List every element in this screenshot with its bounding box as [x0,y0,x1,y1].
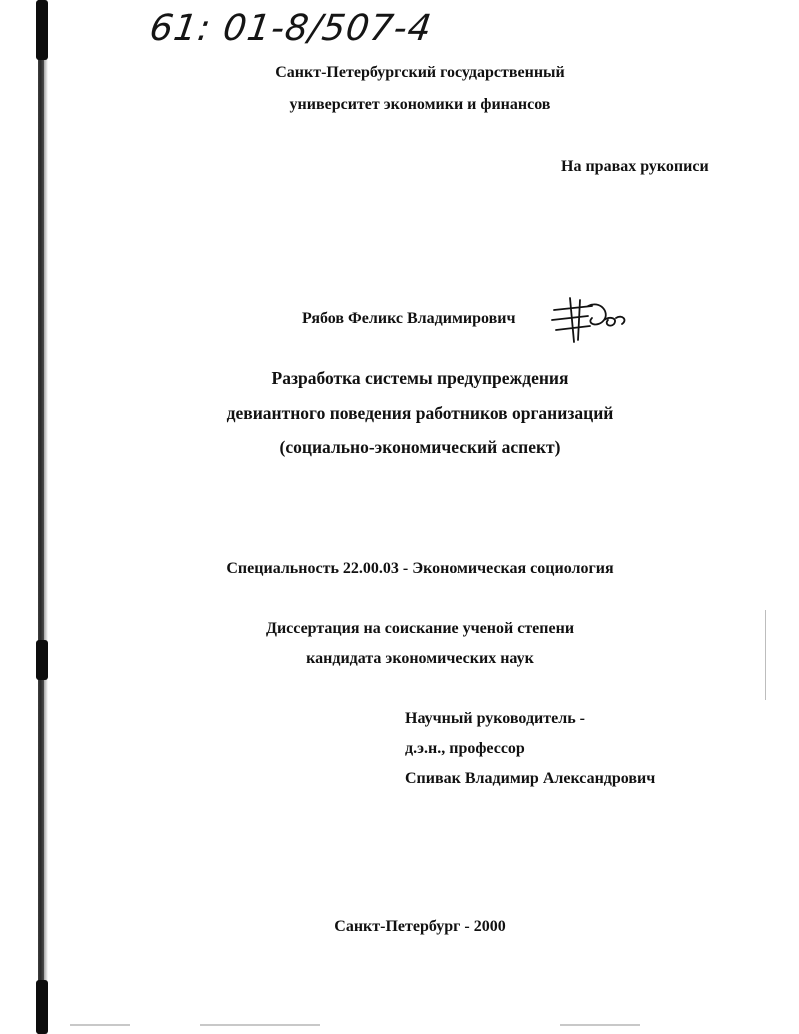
dissertation-title-line-3: (социально-экономический аспект) [279,437,561,457]
supervisor-degree: д.э.н., профессор [405,740,525,757]
manuscript-rights-note: На правах рукописи [561,158,709,175]
dissertation-title-line-2: девиантного поведения работников организаций [226,403,614,423]
scan-mark [560,1024,640,1026]
dissertation-title-line-1: Разработка системы предупреждения [271,368,569,388]
binding-blot [36,0,48,60]
specialty: Специальность 22.00.03 - Экономическая социология [226,560,614,577]
supervisor-role: Научный руководитель - [405,710,585,727]
binding-blot [36,980,48,1034]
university-name-line-1: Санкт-Петербургский государственный [275,64,565,81]
degree-statement-line-1: Диссертация на соискание ученой степени [265,620,575,637]
archive-number: 61: 01-8/507-4 [147,8,435,49]
city-and-year: Санкт-Петербург - 2000 [334,918,506,935]
binding-shadow [44,0,48,1034]
author-name: Рябов Феликс Владимирович [302,310,516,327]
degree-statement-line-2: кандидата экономических наук [306,650,534,667]
university-name-line-2: университет экономики и финансов [289,96,551,113]
scan-mark [200,1024,320,1026]
scan-mark [70,1024,130,1026]
supervisor-name: Спивак Владимир Александрович [405,770,656,787]
author-signature [548,296,628,344]
